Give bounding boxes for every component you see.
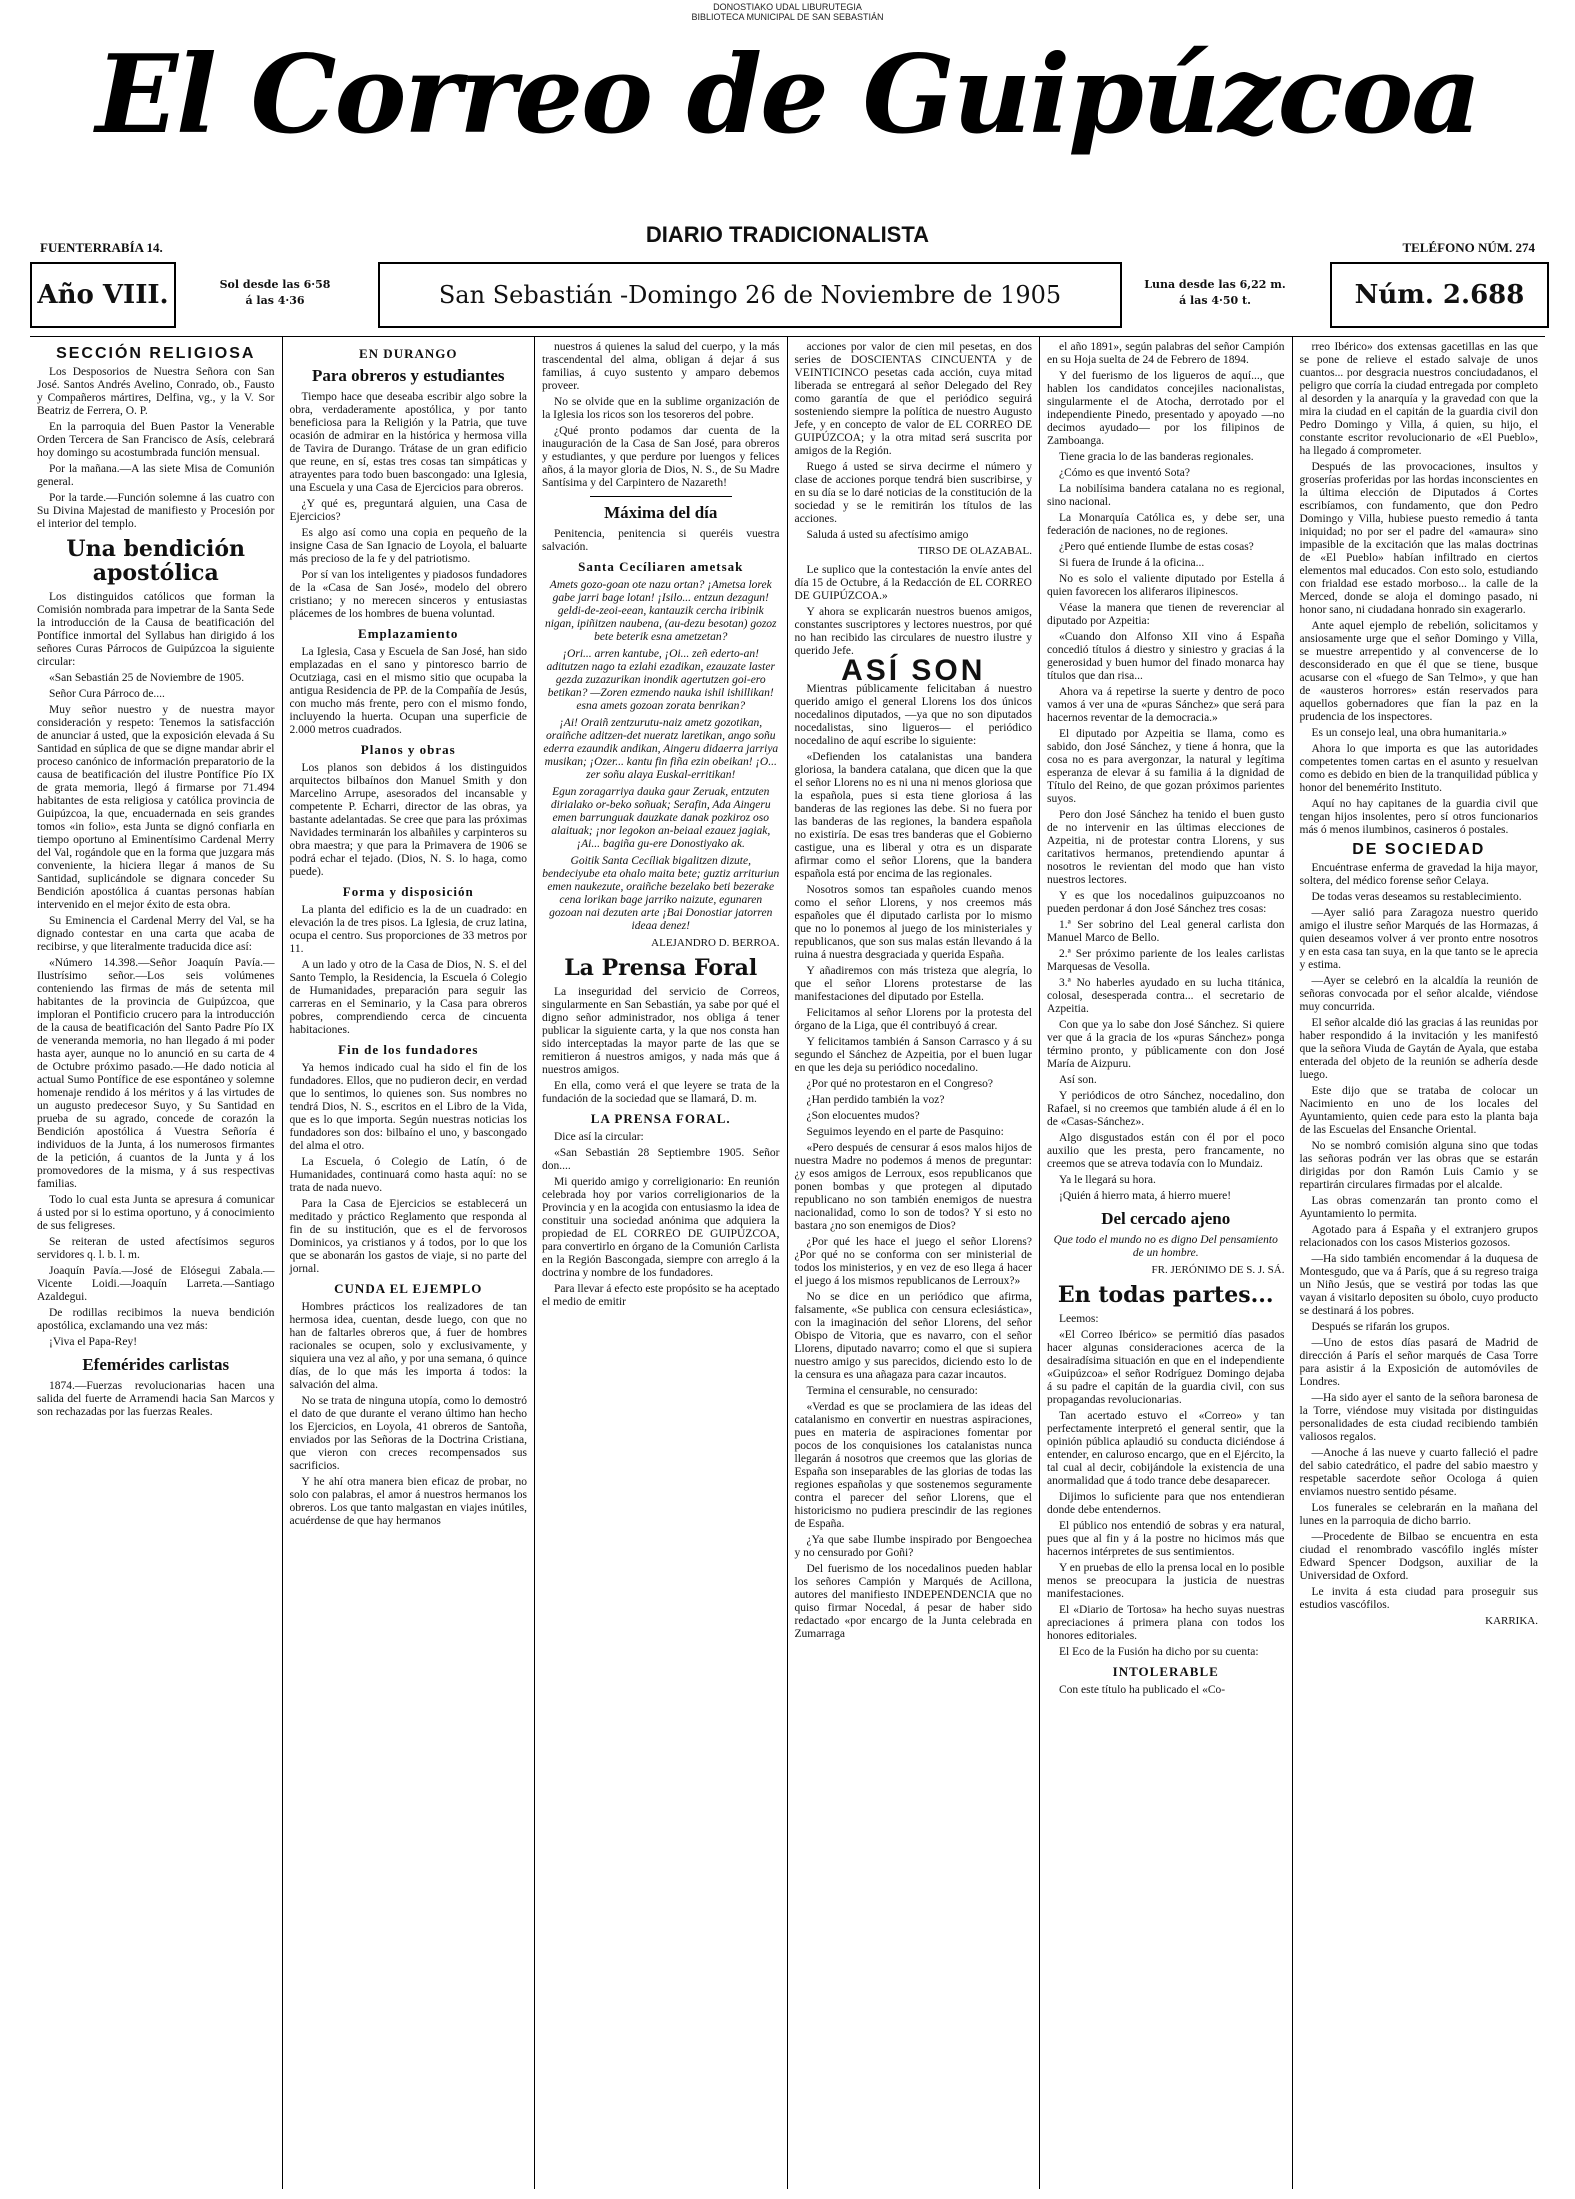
paragraph: Tan acertado estuvo el «Correo» y tan perfectamente interpretó el general sentir, que la opinión pública aplaudió su conducta diciéndose á entender, en caluroso encargo, que en el Ejército, la tal cual al decir, cobijándole la existencia de una anormalidad que á todo trance debe desaparecer. — [1047, 1410, 1285, 1487]
article-heading-cercado-ajeno: Del cercado ajeno — [1101, 1209, 1231, 1228]
paragraph: Las obras comenzarán tan pronto como el Ayuntamiento lo permita. — [1299, 1195, 1538, 1220]
address: FUENTERRABÍA 14. — [40, 240, 163, 255]
date-box: San Sebastián -Domingo 26 de Noviembre de 1905 — [378, 262, 1122, 328]
paragraph: Con que ya lo sabe don José Sánchez. Si quiere ver que á la gracia de los «puras Sánchez» ponga término pronto, y públicamente con don José María de Aizpuru. — [1047, 1019, 1285, 1070]
paragraph: Y añadiremos con más tristeza que alegría, lo que el señor Llorens protestarse de las manifestaciones del diputado por Estella. — [794, 965, 1032, 1003]
paragraph: La Escuela, ó Colegio de Latín, ó de Humanidades, continuará como hasta aquí: no se trata de nada nuevo. — [289, 1156, 527, 1194]
paragraph: A un lado y otro de la Casa de Dios, N. S. el del Santo Templo, la Residencia, la Escuela ó Colegio de Humanidades, preparación para seguir las carreras en el Seminario, y la Casa para obreros pobres, comprendiendo cerca de cincuenta habitaciones. — [289, 959, 527, 1036]
paragraph: «Cuando don Alfonso XII vino á España concedió títulos á diestro y siniestro y gracias á la generosidad y buen humor del finado monarca hay títulos que dan risa... — [1047, 631, 1285, 682]
paragraph: El señor alcalde dió las gracias á las reunidas por haber respondido á la invitación y les manifestó que la señora Viuda de Gaytán de Ayala, que estaba enterada del objeto de la reunión se adhería desde luego. — [1299, 1017, 1538, 1081]
paragraph: En la parroquia del Buen Pastor la Venerable Orden Tercera de San Francisco de Asís, celebrará hoy domingo su acostumbrada función mensual. — [37, 421, 275, 459]
paragraph: ¿Por qué no protestaron en el Congreso? — [806, 1078, 994, 1090]
signature: KARRIKA. — [1485, 1615, 1538, 1627]
paragraph: Felicitamos al señor Llorens por la protesta del órgano de la Liga, que él contribuyó á crear. — [794, 1007, 1032, 1032]
paragraph: Seguimos leyendo en el parte de Pasquino: — [806, 1126, 1004, 1138]
article-heading-todas-partes: En todas partes... — [1057, 1282, 1274, 1308]
paragraph: Y felicitamos también á Sanson Carrasco y á su segundo el Sánchez de Azpeitia, por el buen lugar en que les deja su periódico nocedalino. — [794, 1036, 1032, 1074]
paragraph: Con este título ha publicado el «Co- — [1059, 1684, 1226, 1696]
paragraph: De todas veras deseamos su restablecimiento. — [1311, 891, 1522, 903]
paragraph: —Ayer salió para Zaragoza nuestro querido amigo el ilustre señor Marqués de las Hormazas, á quien deseamos volver á ver pronto entre nosotros y en esta casa tan suya, en la que tanto se le aprecia y estima. — [1299, 907, 1538, 971]
paragraph: Ahora va á repetirse la suerte y dentro de poco vamos á ver una de «puras Sánchez» que será para hacernos reventar de la democracia.» — [1047, 686, 1285, 724]
column-6 — [1293, 337, 1546, 2189]
paragraph: Ante aquel ejemplo de rebelión, solicitamos y ansiosamente urge que el señor Domingo y Villa, se muestre arrepentido y al convencerse de lo desconsiderado en que él que se tiene, busque acusarse con el «fuego de San Telmo», y que han de «austeros horrores» están reservados para aquellos gobernadores que fían la paz en la prudencia de los inspectores. — [1299, 620, 1538, 723]
paragraph: acciones por valor de cien mil pesetas, en dos series de DOSCIENTAS CINCUENTA y de VEINTICINCO pesetas cada acción, cuya mitad liberada se entregará al señor Delegado del Rey como garantía de que el periódico seguirá sosteniendo siempre la política de nuestro Augusto Jefe, y en concepto de valor de EL CORREO DE GUIPÚZCOA; y la otra mitad será suscrita por amigos de la Región. — [794, 341, 1032, 457]
paragraph: Termina el censurable, no censurado: — [806, 1385, 978, 1397]
paragraph: Y en pruebas de ello la prensa local en lo posible menos se preocupara la justicia de nuestras manifestaciones. — [1047, 1562, 1285, 1600]
paragraph: 1874.—Fuerzas revolucionarias hacen una salida del fuerte de Arramendi hacia San Marcos y son rechazadas por las fuerzas Reales. — [37, 1380, 275, 1418]
paragraph: Nosotros somos tan españoles cuando menos como el señor Llorens, y nos creemos más españoles que él diputado carlista por lo mismo que no lo ponemos al juego de los ministeriales y republicanos, que son sus malas están llevando á la ruina á nuestra desgraciada y querida España. — [794, 884, 1032, 961]
paragraph: Joaquín Pavía.—José de Elósegui Zabala.—Vicente Loidi.—Joaquín Larreta.—Santiago Azaldegui. — [37, 1265, 275, 1303]
paragraph: Mi querido amigo y correligionario: En reunión celebrada hoy por varios correligionarios de la Provincia y en la acogida con entusiasmo la idea de constituir una sociedad anónima que adquiera la propiedad de EL CORREO DE GUIPÚZCOA, para convertirlo en órgano de la Comunión Carlista en la Región Bascongada, siempre con arreglo á la doctrina y nombre de los fundadores. — [542, 1176, 780, 1279]
paragraph: Ruego á usted se sirva decirme el número y clase de acciones porque tendrá bien suscribirse, y en su día se lo daré noticias de la constitución de la sociedad y se le remitirán los títulos de las acciones. — [794, 461, 1032, 525]
column-4 — [788, 337, 1041, 2189]
subheading: Forma y disposición — [342, 884, 474, 899]
paragraph: Aquí no hay capitanes de la guardia civil que tengan hijos insolentes, pero sí otros funcionarios más ó menos ilumbinos, casineros ó postales. — [1299, 798, 1538, 836]
paragraph: —Anoche á las nueve y cuarto falleció el padre del sabio catedrático, el padre del sabio maestro y respetable sacerdote señor Ocologa á quien enviamos nuestro sentido pésame. — [1299, 1447, 1538, 1498]
masthead-subtitle: DIARIO TRADICIONALISTA — [645, 222, 930, 247]
paragraph: Se reiteran de usted afectísimos seguros servidores q. l. b. l. m. — [37, 1236, 275, 1261]
paragraph: Todo lo cual esta Junta se apresura á comunicar á usted por si lo estima oportuno, y á conocimiento de sus feligreses. — [37, 1194, 275, 1232]
paragraph: Y periódicos de otro Sánchez, nocedalino, don Rafael, si no creemos que también alude á él en lo de «Casas-Sánchez». — [1047, 1090, 1285, 1128]
paragraph: Le invita á esta ciudad para proseguir sus estudios vascófilos. — [1299, 1586, 1538, 1611]
paragraph: Por la mañana.—A las siete Misa de Comunión general. — [37, 463, 275, 488]
telephone: TELÉFONO NÚM. 274 — [1402, 240, 1535, 255]
column-3 — [535, 337, 788, 2189]
subheading: INTOLERABLE — [1112, 1664, 1219, 1679]
subheading: Emplazamiento — [358, 626, 459, 641]
paragraph: La inseguridad del servicio de Correos, singularmente en San Sebastián, ya sabe por qué el digno señor administrador, nos obliga á tener publicar la siguiente carta, y la que nos consta han sido interceptadas la mayor parte de las que se remitieron á nuestros amigos, y nada más que á nuestros amigos. — [542, 986, 780, 1076]
paragraph: Saluda á usted su afectísimo amigo — [806, 529, 969, 541]
paragraph: No se trata de ninguna utopía, como lo demostró el dato de que durante el verano último han hecho los Ejercicios, en Loyola, 41 obreros de Santoña, enviados por las Señoras de la Doctrina Cristiana, que vieron con creces recompensados sus sacrificios. — [289, 1395, 527, 1472]
paragraph: ¿Han perdido también la voz? — [806, 1094, 945, 1106]
paragraph: «San Sebastián 28 Septiembre 1905. Señor don.... — [542, 1147, 780, 1172]
paragraph: Encuéntrase enferma de gravedad la hija mayor, soltera, del médico forense señor Celaya. — [1299, 862, 1538, 887]
paragraph: Por la tarde.—Función solemne á las cuatro con Su Divina Majestad de manifiesto y Procesión por el interior del templo. — [37, 492, 275, 530]
moon-set: á las 4·50 t. — [1179, 294, 1251, 307]
paragraph: Dice así la circular: — [554, 1131, 644, 1143]
paragraph: Penitencia, penitencia si queréis vuestra salvación. — [542, 528, 780, 553]
subheading: Fin de los fundadores — [338, 1042, 479, 1057]
dateline-bar — [30, 262, 1545, 328]
paragraph: Ya hemos indicado cual ha sido el fin de los fundadores. Ellos, que no pudieron decir, en verdad que lo sentimos, lo quienes son. Sus nombres no tendrá Dios, N. S., escritos en el Libro de la Vida, que es lo que importa. Según nuestras noticias los fundadores son dos: bilbaíno el uno, y bascongado del alma el otro. — [289, 1062, 527, 1152]
paragraph: Véase la manera que tienen de reverenciar al diputado por Azpeitia: — [1047, 602, 1285, 627]
subheading: LA PRENSA FORAL. — [590, 1111, 731, 1126]
paragraph: Los planos son debidos á los distinguidos arquitectos bilbaínos don Manuel Smith y don Marcelino Arrupe, asesorados del incansable y competente P. Echarri, director de las obras, ya bastante adelantadas. Se cree que para las próximas Navidades terminarán los albañiles y carpinteros su obra maestra; y que para la Primavera de 1906 se podrá echar el tejado. (Dios, N. S. lo haga, como puede). — [289, 762, 527, 878]
paragraph: El diputado por Azpeitia se llama, como es sabido, don José Sánchez, y tiene á honra, que la cosa no es para avergonzar, la natural y legítima esperanza de elevar á su familia á la dignidad de Título del Reino, de que gozan próximos parientes suyos. — [1047, 728, 1285, 805]
paragraph: 3.ª No haberles ayudado en su lucha titánica, colosal, desesperada contra... el secretario de Azpeitia. — [1047, 977, 1285, 1015]
paragraph: ¿Pero qué entiende Ilumbe de estas cosas? — [1059, 541, 1254, 553]
paragraph: ¡Viva el Papa-Rey! — [49, 1336, 138, 1348]
paragraph: Ahora lo que importa es que las autoridades competentes tomen cartas en el asunto y resuelvan como es debido en bien de la tranquilidad pública y honor del benemérito Instituto. — [1299, 743, 1538, 794]
masthead-title: El Correo de Guipúzcoa — [95, 32, 1480, 158]
sun-rise: Sol desde las 6·58 — [219, 278, 331, 291]
article-heading-efemerides: Efemérides carlistas — [82, 1355, 230, 1374]
paragraph: Los funerales se celebrarán en la mañana del lunes en la parroquia de dicho barrio. — [1299, 1502, 1538, 1527]
paragraph: Y he ahí otra manera bien eficaz de probar, no solo con palabras, el amor á nuestros hermanos los obreros. Los que tanto malgastan en viajes inútiles, acuérdense de que hay hermanos — [289, 1476, 527, 1527]
kicker-durango: EN DURANGO — [359, 346, 458, 361]
paragraph: Los Desposorios de Nuestra Señora con San José. Santos Andrés Avelino, Conrado, ob., Fausto y Compañeros mártires, Delfina, vg., y la V. Sor Beatriz de Ferrera, O. P. — [37, 366, 275, 417]
signature: FR. JERÓNIMO DE S. J. SÁ. — [1151, 1264, 1285, 1276]
paragraph: ¿Son elocuentes mudos? — [806, 1110, 920, 1122]
paragraph: «Verdad es que se proclamiera de las ideas del catalanismo en convertir en nuestras aspiraciones, pues en materia de aspiraciones fomentar por pocos de los conquisiones los catalanistas nunca llegarán á nosotros que creemos que las glorias de España son inseparables de las glorias de todas las regiones españolas y que sostenemos seguramente contra el parecer del señor Llorens, que el historicismo no pudiera prescindir de las regiones de España. — [794, 1401, 1032, 1530]
paragraph: No se olvide que en la sublime organización de la Iglesia los ricos son los tesoreros del pobre. — [542, 396, 780, 421]
paragraph: Pero don José Sánchez ha tenido el buen gusto de no intervenir en las últimas elecciones de Azpeitia, ni de protestar contra Llorens, y sus caritativos hermanos, pretendiendo apuntar á nosotros le revientan del modo que han visto nuestros lectores. — [1047, 809, 1285, 886]
paragraph: Y ahora se explicarán nuestros buenos amigos, constantes suscriptores y lectores nuestros, por qué no han recibido las circulares de nuestro ilustre y querido Jefe. — [794, 606, 1032, 657]
paragraph: La Iglesia, Casa y Escuela de San José, han sido emplazadas en el sano y pintoresco barrio de Ocutziaga, casi en el mismo sitio que ocupaba la antigua Residencia de PP. de la Compañía de Jesús, con mucho más frente, pero con el mismo fondo, incluyendo la huerta. Ocupan una superficie de 2.000 metros cuadrados. — [289, 646, 527, 736]
paragraph: —Uno de estos días pasará de Madrid de dirección á París el señor marqués de Casa Torre para asistir á la Exposición de automóviles de Londres. — [1299, 1337, 1538, 1388]
section-heading-sociedad: DE SOCIEDAD — [1352, 841, 1486, 858]
paragraph: No se dice en un periódico que afirma, falsamente, «Se publica con censura eclesiástica», con la imaginación del señor Llorens, del señor Obispo de Vitoria, que es navarro, con el señor Llorens, diputado navarro; como el que si supiera nuestro amigo y sus parecidos, diciendo esto lo de la censura es una añagaza para cazar incautos. — [794, 1291, 1032, 1381]
paragraph: Muy señor nuestro y de nuestra mayor consideración y respeto: Tenemos la satisfacción de anunciar á usted, que la exposición elevada á Su Santidad en súplica de que se digne mandar abrir el proceso canónico de información preparatorio de la causa de beatificación del ilustre Pontífice Pío IX de grata memoria, llegó á firmarse por 71.494 habitantes de esta religiosa y católica provincia de Guipúzcoa, la que, encuadernada en seis grandes tomos «in folio», esta Junta se dignó confiarla en tiempo oportuno al Eminentísimo Cardenal Merry del Val, rogándole que en la forma que juzgara más conveniente, la hiciera llegar á manos de Su Santidad, suplicándole se dignara conceder Su Bendición apostólica á cuantas personas habían intervenido en el mejor éxito de esta obra. — [37, 704, 275, 911]
paragraph: nuestros á quienes la salud del cuerpo, y la más trascendental del alma, obligan á dejar á sus familias, á cuyo sustento y amparo debemos proveer. — [542, 341, 780, 392]
paragraph: La Monarquía Católica es, y debe ser, una federación de naciones, no de regiones. — [1047, 512, 1285, 537]
divider — [590, 496, 733, 497]
paragraph: Algo disgustados están con él por el poco auxilio que les presta, pero francamente, no creemos que se atreva todavía con lo Mundaiz. — [1047, 1132, 1285, 1170]
paragraph: La nobilísima bandera catalana no es regional, sino nacional. — [1047, 483, 1285, 508]
newspaper-columns — [30, 336, 1545, 2189]
paragraph: Señor Cura Párroco de.... — [49, 688, 165, 700]
signature: ALEJANDRO D. BERROA. — [651, 937, 780, 949]
paragraph: No se nombró comisión alguna sino que todas las señoras podrán ver las obras que se estarán dirigidas por don Ramón Luis Camio y se repartirán circulares firmadas por el alcalde. — [1299, 1140, 1538, 1191]
paragraph: el año 1891», según palabras del señor Campión en su Hoja suelta de 24 de Febrero de 1894. — [1047, 341, 1285, 366]
paragraph: «San Sebastián 25 de Noviembre de 1905. — [49, 672, 245, 684]
paragraph: Los distinguidos católicos que forman la Comisión nombrada para impetrar de la Santa Sede la introducción de la Causa de beatificación del Pontífice inmortal del Syllabus han dirigido á los señores Curas Párrocos de Guipúzcoa la siguiente circular: — [37, 591, 275, 668]
paragraph: «El Correo Ibérico» se permitió días pasados hacer algunas consideraciones acerca de la desairadísima situación en que en el independiente «Guipúzcoa» el señor Rodríguez Domingo dejaba á su padre el capitán de la guardia civil, con sus propagandas revolucionarias. — [1047, 1329, 1285, 1406]
paragraph: Después de las provocaciones, insultos y groserías proferidas por las hordas inconscientes en la última elección de Diputados á Cortes escribíamos, con fundamento, que don Pedro Domingo y Villa, hubiese puesto remedio á tanta iniquidad; no por ser el padre del «amaura» sino impasible de la excitación que las malas doctrinas de «El Pueblo» habían infiltrado en ciertos elementos mal educados. Con esto solo, estudiando con frialdad ese estado morboso... la calle de la Merced, donde se aloja el domingo pasado, ni honor sano, ni ciudadana honrado sin exagerarlo. — [1299, 461, 1538, 616]
subheading: CUNDA EL EJEMPLO — [334, 1281, 483, 1296]
poem-stanza: ¡Ori... arren kantube, ¡Oi... zeñ ederto-an! aditutzen nago ta ezlahi ezadikan, ezauzate laster gezda zuzazurikan inondik agertutzen goi-ero betikan? —Zoren ezmendo nauka ishil ishillikan! esna amets gozoan zorata benrikan? — [546, 648, 775, 712]
year-box: Año VIII. — [30, 262, 176, 328]
paragraph: El público nos entendió de sobras y era natural, pues que al fin y á la postre no hicimos más que hacernos intérpretes de sus sentimientos. — [1047, 1520, 1285, 1558]
column-1 — [30, 337, 283, 2189]
paragraph: Le suplico que la contestación la envíe antes del día 15 de Octubre, á la Redacción de EL CORREO DE GUIPÚZCOA.» — [794, 564, 1032, 602]
paragraph: ¿Qué pronto podamos dar cuenta de la inauguración de la Casa de San José, para obreros y estudiantes, y que perdure por luengos y felices años, á la mayor gloria de Dios, N. S., de Su Madre Santísima y del Carpintero de Nazareth! — [542, 425, 780, 489]
poem-stanza: Amets gozo-goan ote nazu ortan? ¡Ametsa lorek gabe jarri bage lotan! ¡Isilo... entzun dezagun! geldi-de-zeoi-eean, kantauzik cercha iribinik nigan, ipiñitzen naubena, (au-dezu besotan) gozoz bete beterik esna ametzetan? — [544, 579, 777, 643]
article-heading-bendicion: Una bendición apostólica — [66, 536, 246, 586]
column-5 — [1040, 337, 1293, 2189]
paragraph: rreo Ibérico» dos extensas gacetillas en las que se pone de relieve el estado salvaje de unos cuantos... por desgracia nuestros conciudadanos, el peligro que corría la ciudad entregada por completo al desorden y la anarquía y la gravedad con que la mira la ciudad en el capitán de la guardia civil don Pedro Domingo y Villa, á quien, su hijo, el constante escritor revolucionario de «El Pueblo», ha llegado á comprometer. — [1299, 341, 1538, 457]
paragraph: —Ayer se celebró en la alcaldía la reunión de señoras convocada por el señor alcalde, viéndose muy concurrida. — [1299, 975, 1538, 1013]
issue-number-box: Núm. 2.688 — [1330, 262, 1549, 328]
moon-times — [1130, 262, 1300, 324]
library-stamp-line: BIBLIOTECA MUNICIPAL DE SAN SEBASTIÁN — [691, 12, 884, 22]
paragraph: Es un consejo leal, una obra humanitaria.» — [1311, 727, 1507, 739]
paragraph: ¿Y qué es, preguntará alguien, una Casa de Ejercicios? — [289, 498, 527, 523]
poem-stanza: Egun zoragarriya dauka gaur Zeruak, entzuten dirialako or-beko soñuak; Serafin, Ada Aingeru emen barrunguak dauzkate danak pozkiroz oso alaituak; ¡nor legokon an-beiaal ezauez jagiak, ¡Ai... bagiña gu-ere Donostiyako ak. — [550, 786, 771, 850]
paragraph: —Procedente de Bilbao se encuentra en esta ciudad el renombrado vascófilo inglés míster Edward Spencer Dodgson, auxiliar de la Universidad de Oxford. — [1299, 1531, 1538, 1582]
section-heading-religiosa: SECCIÓN RELIGIOSA — [56, 345, 256, 362]
column-2 — [283, 337, 536, 2189]
paragraph: Y del fuerismo de los ligueros de aquí..., que hablen los candidatos concejiles nacionalistas, singularmente el de Atocha, derrotado por el independiente Pinedo, presentado y apoyado —no decimos ayudado— por los filipinos de Zamboanga. — [1047, 370, 1285, 447]
paragraph: Agotado para á España y el extranjero grupos relacionados con los casos Misterios gozosos. — [1299, 1224, 1538, 1249]
article-heading-prensa-foral: La Prensa Foral — [564, 955, 758, 981]
paragraph: Dijimos lo suficiente para que nos entendieran donde debe entendernos. — [1047, 1491, 1285, 1516]
paragraph: Y es que los nocedalinos guipuzcoanos no pueden perdonar á don José Sánchez tres cosas: — [1047, 890, 1285, 915]
sun-times — [200, 262, 350, 324]
paragraph: Es algo así como una copia en pequeño de la insigne Casa de San Ignacio de Loyola, el baluarte más precioso de la fe y del patriotismo. — [289, 527, 527, 565]
paragraph: ¿Por qué les hace el juego el señor Llorens? ¿Por qué no se conforma con ser ministerial de todos los ministerios, y en vez de eso llega á hacer el juego á los mismos republicanos de Lerroux?» — [794, 1236, 1032, 1287]
paragraph: «Defienden los catalanistas una bandera gloriosa, la bandera catalana, que dicen que la que el señor Llorens no es ni una ni menos gloriosa que la española, pues si esta tiene gloriosa á las banderas de las regiones las debe. Si no fuera por las banderas de las regiones, la bandera española no existiría. De esas tres banderas que el Gobierno castigue, una es liberal y otra es un disparate afirmar como el señor Llorens, que la bandera española está por encima de las regionales. — [794, 751, 1032, 880]
paragraph: —Ha sido ayer el santo de la señora baronesa de la Torre, viéndose muy visitada por distinguidas personalidades de esta ciudad recibiendo también valiosos regalos. — [1299, 1392, 1538, 1443]
paragraph: —Ha sido también encomendar á la duquesa de Montesgudo, que va á París, que á su regreso traiga un Niño Jesús, que se vestirá por todas las que vayan á visitarlo depositen su óbolo, cuyo producto se destinará á los pobres. — [1299, 1253, 1538, 1317]
poem-stanza: Goitik Santa Cecíliak bigalitzen dizute, bendeciyube eta ohalo maita bete; guztiz arrituriun emen naukezute, oraiñche bezelako beti bezerake cena lorikan bage jarriko naizute, egunaren gozoan nai dezuten arte ¡Bai Donostiar jatorren ideaa denez! — [542, 855, 780, 932]
poem-stanza: ¡Ai! Oraiñ zentzurutu-naiz ametz gozotikan, oraiñche aditzen-det nueratz laretikan, ango soñu ederra ezaundik andikan, Aingeru didaerra jarriya musikan; ¡Ozer... kantu fin fiña ezin obeikan! ¡O... zer soñu alaya Euskal-erritikan! — [543, 717, 779, 781]
paragraph: Ya le llegará su hora. — [1059, 1174, 1156, 1186]
subheading: Planos y obras — [360, 742, 456, 757]
moon-rise: Luna desde las 6,22 m. — [1144, 278, 1286, 291]
paragraph: De rodillas recibimos la nueva bendición apostólica, exclamando una vez más: — [37, 1307, 275, 1332]
paragraph: El «Diario de Tortosa» ha hecho suyas nuestras apreciaciones á primera plana con todos los honores editoriales. — [1047, 1604, 1285, 1642]
epigraph: Que todo el mundo no es digno Del pensamiento de un hombre. — [1053, 1234, 1278, 1259]
paragraph: En ella, como verá el que leyere se trata de la fundación de la sociedad que se llamará, D. m. — [542, 1080, 780, 1105]
paragraph: 1.ª Ser sobrino del Leal general carlista don Manuel Marco de Bello. — [1047, 919, 1285, 944]
paragraph: Para llevar á efecto este propósito se ha aceptado el medio de emitir — [542, 1283, 780, 1308]
paragraph: 2.ª Ser próximo pariente de los leales carlistas Marquesas de Vesolla. — [1047, 948, 1285, 973]
paragraph: La planta del edificio es la de un cuadrado: en elevación la de tres pisos. La Iglesia, de cruz latina, ocupa el centro. Sus proporciones de 33 metros por 11. — [289, 904, 527, 955]
article-heading-obreros: Para obreros y estudiantes — [311, 366, 505, 385]
paragraph: Después se rifarán los grupos. — [1311, 1321, 1450, 1333]
paragraph: Leemos: — [1059, 1313, 1099, 1325]
library-stamp — [0, 2, 1575, 22]
sun-set: á las 4·36 — [245, 294, 305, 307]
poem-title: Santa Cecíliaren ametsak — [578, 559, 744, 574]
paragraph: Del fuerismo de los nocedalinos pueden hablar los señores Campión y Marqués de Acillona, autores del manifiesto INDEPENDENCIA que no quiso firmar Nocedal, á pesar de haber sido redactado «por encargo de la Junta celebrada en Zumarraga — [794, 1563, 1032, 1640]
paragraph: El Eco de la Fusión ha dicho por su cuenta: — [1059, 1646, 1259, 1658]
paragraph: Este dijo que se trataba de colocar un Nacimiento en uno de los locales del Ayuntamiento, quien cede para esto la planta baja de las Escuelas del Ensanche Oriental. — [1299, 1085, 1538, 1136]
paragraph: Hombres prácticos los realizadores de tan hermosa idea, cuentan, desde luego, con que no han de faltarles obreros que, á fuer de hombres racionales se ocupen, solo y exclusivamente, y siquiera una vez al año, y por una semana, ó quince días, de lo que más les importa á todos: la salvación del alma. — [289, 1301, 527, 1391]
paragraph: ¿Ya que sabe Ilumbe inspirado por Bengoechea y no censurado por Goñi? — [794, 1534, 1032, 1559]
paragraph: Su Eminencia el Cardenal Merry del Val, se ha dignado contestar en una carta que acaba de recibirse, y que literalmente traducida dice así: — [37, 915, 275, 953]
paragraph: Para la Casa de Ejercicios se establecerá un meditado y práctico Reglamento que responda al fin de su institución, que es el de fervorosos Dominicos, ya cristianos y á todos, por lo que los que se abonarán los gastos de viaje, si no parte del jornal. — [289, 1198, 527, 1275]
article-heading-asi-son: ASÍ SON — [841, 654, 986, 687]
paragraph: «Pero después de censurar á esos malos hijos de nuestra Madre no podemos á menos de preguntar: ¿y esos amigos de Lerroux, esos republicanos que ponen bombas y que protegen al diputado republicano no son también enemigos de nuestra nacionalidad, como lo son de todos? Y si esto no bastara ¿no son enemigos de Dios? — [794, 1142, 1032, 1232]
paragraph: Mientras públicamente felicitaban á nuestro querido amigo el general Llorens los dos únicos nocedalinos diputados, —ya que no son diputados nocedalistas, sino ligueros— el periódico nocedalino de aquí escribe lo siguiente: — [794, 683, 1032, 747]
paragraph: Tiene gracia lo de las banderas regionales. — [1059, 451, 1254, 463]
paragraph: ¿Cómo es que inventó Sota? — [1059, 467, 1190, 479]
paragraph: Así son. — [1059, 1074, 1097, 1086]
library-stamp-line: DONOSTIAKO UDAL LIBURUTEGIA — [713, 2, 862, 12]
paragraph: ¡Quién á hierro mata, á hierro muere! — [1059, 1190, 1232, 1202]
signature: TIRSO DE OLAZABAL. — [918, 545, 1032, 557]
paragraph: Por sí van los inteligentes y piadosos fundadores de la «Casa de San José», modelo del obrero cristiano; y no merecen sinceros y entusiastas plácemes de los hombres de buena voluntad. — [289, 569, 527, 620]
paragraph: No es solo el valiente diputado por Estella á quien favorecen los aliferaros ilipinescos. — [1047, 573, 1285, 598]
article-heading-maxima: Máxima del día — [604, 503, 718, 522]
paragraph: Si fuera de Irunde á la oficina... — [1059, 557, 1205, 569]
paragraph: «Número 14.398.—Señor Joaquín Pavía.—Ilustrísimo señor.—Los seis volúmenes conteniendo las firmas de más de setenta mil habitantes de la provincia de Guipúzcoa, que imploran el Pontificio crucero para la introducción de la causa de beatificación del Santo Padre Pío IX de veneranda memoria, no han llegado á mi poder hasta ayer, aunque no lo anunció en su carta de 4 de Octubre próximo pasado.—He dado noticia al actual Sumo Pontífice de ese espontáneo y solemne homenaje rendido á los méritos y á las virtudes de un augusto predecesor Suyo, y Su Santidad en prueba de su agrado, concede de corazón la Bendición apostólica á Vuestra Señoría é individuos de la Junta, á los numerosos firmantes de la petición, á cuantos de la Junta y á los promovedores de la misma, y á sus respectivas familias. — [37, 957, 275, 1190]
paragraph: Tiempo hace que deseaba escribir algo sobre la obra, verdaderamente apostólica, y por tanto beneficiosa para la Religión y la Patria, que tuve ocasión de admirar en la histórica y hermosa villa de Tavira de Durango. Trátase de un gran edificio que reune, en sí, estas tres cosas tan simpáticas y atrayentes para todo buen bascongado: una Iglesia, una Escuela y una Casa de Ejercicios para obreros. — [289, 391, 527, 494]
